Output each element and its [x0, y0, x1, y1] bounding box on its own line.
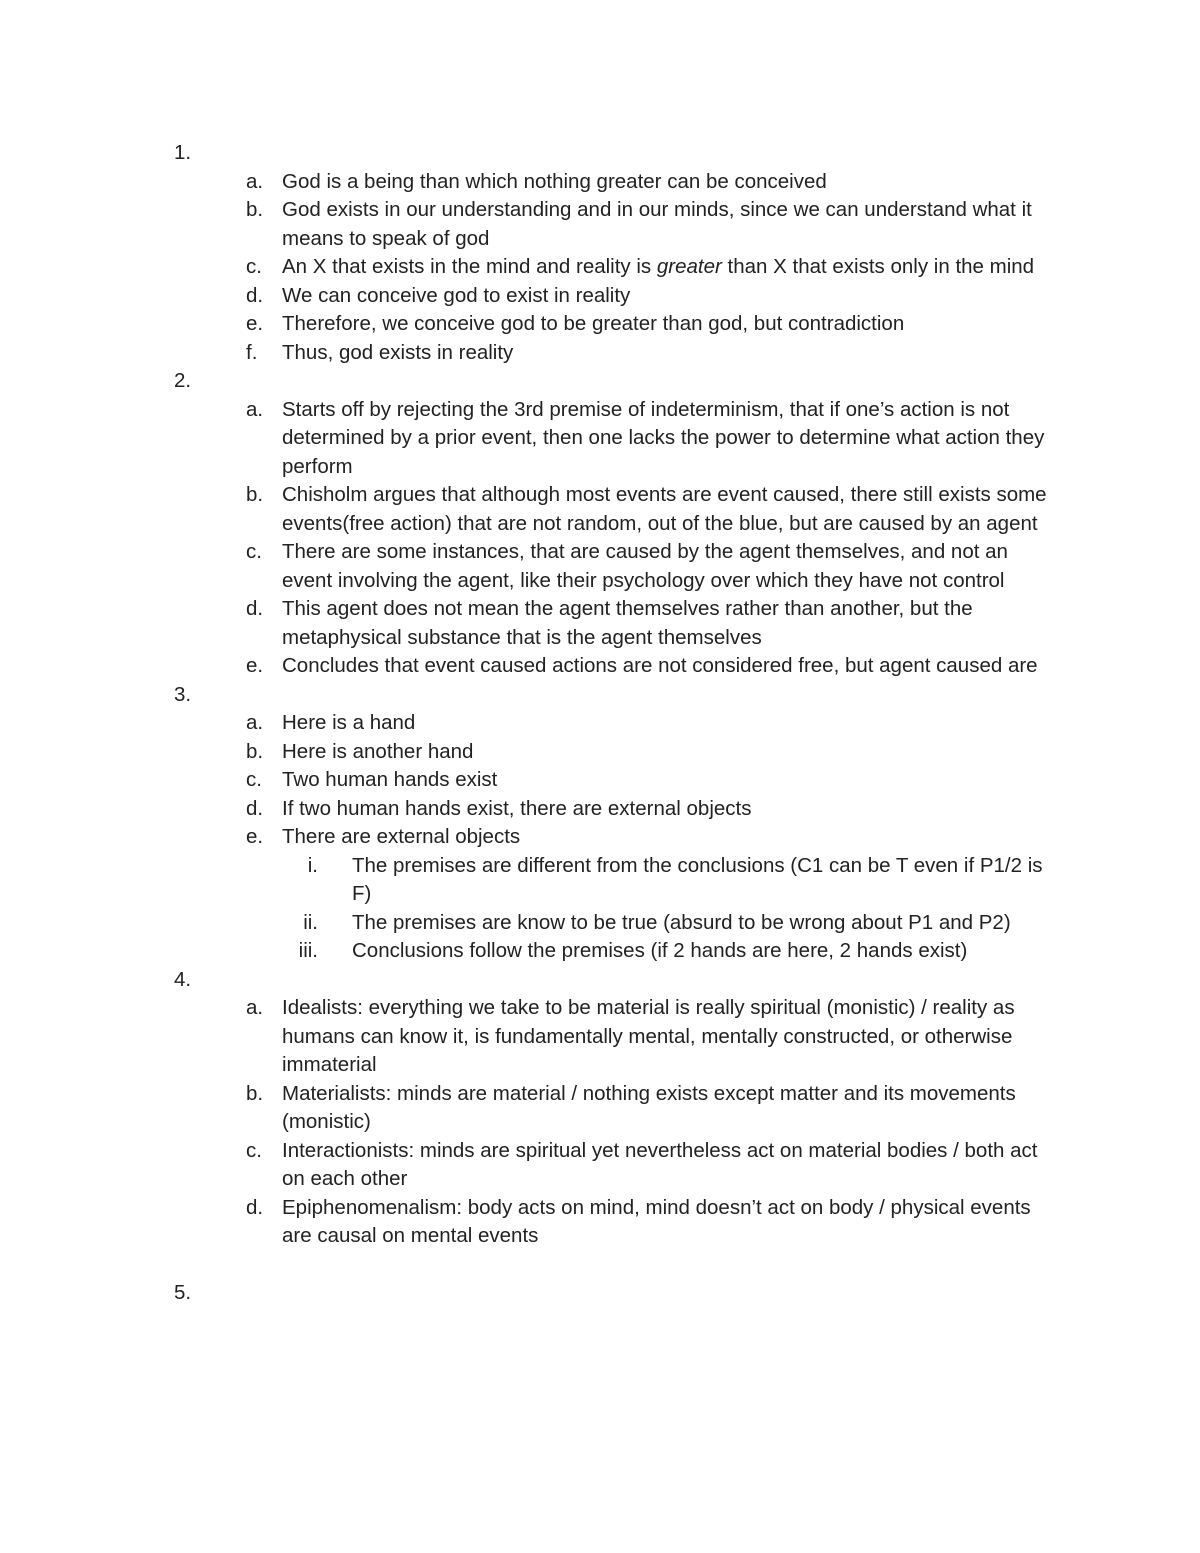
list-item: [0, 253, 1062, 282]
item-marker: b.: [246, 1081, 264, 1105]
list-item: [0, 1080, 1062, 1137]
subitem-text: The premises are different from the conclusions (C1 can be T even if P1/2 is F): [352, 853, 1043, 905]
item-marker: b.: [246, 483, 264, 506]
item-marker: c.: [246, 540, 262, 563]
subitem-marker: i.: [307, 853, 318, 877]
list-item: [0, 795, 1062, 824]
item-marker: c.: [246, 1138, 262, 1162]
section-number: 5.: [174, 1281, 192, 1304]
list-item: [0, 766, 1062, 795]
item-text: Interactionists: minds are spiritual yet nevertheless act on material bodies / both act on each other: [282, 1138, 1038, 1190]
list-item: [0, 1194, 1062, 1251]
item-marker: a.: [246, 996, 264, 1019]
item-marker: d.: [246, 283, 264, 307]
item-marker: d.: [246, 597, 264, 620]
section-number: 4.: [174, 967, 192, 991]
sub-list-item: [0, 852, 1064, 909]
item-text: We can conceive god to exist in reality: [282, 283, 631, 307]
item-marker: a.: [246, 397, 264, 421]
list-item: [0, 339, 1062, 368]
list-item: [0, 196, 1062, 253]
numbered-outline: [0, 139, 1200, 1308]
item-marker: e.: [246, 312, 264, 335]
item-text: God is a being than which nothing greater can be conceived: [282, 169, 827, 193]
list-item: [0, 1137, 1062, 1194]
item-marker: d.: [246, 796, 264, 820]
list-item: [0, 396, 1062, 482]
blank-line: [0, 1251, 1200, 1280]
subitem-marker: iii.: [298, 939, 318, 962]
list-item: [0, 652, 1062, 681]
item-text: There are some instances, that are caused by the agent themselves, and not an event involving the agent, like their psychology over which they have not control: [282, 540, 1008, 592]
list-item: [0, 481, 1062, 538]
item-marker: d.: [246, 1195, 264, 1219]
list-item: [0, 823, 1062, 852]
item-text: If two human hands exist, there are external objects: [282, 796, 752, 820]
item-marker: a.: [246, 711, 264, 734]
item-text: Materialists: minds are material / nothing exists except matter and its movements (monistic): [282, 1081, 1016, 1133]
item-marker: f.: [246, 340, 258, 364]
item-text: Here is another hand: [282, 739, 474, 763]
item-text: Concludes that event caused actions are not considered free, but agent caused are: [282, 654, 1038, 677]
item-text: Epiphenomenalism: body acts on mind, mind doesn’t act on body / physical events are causal on mental events: [282, 1195, 1031, 1247]
section-5: [0, 1279, 1200, 1308]
item-text: Starts off by rejecting the 3rd premise of indeterminism, that if one’s action is not determined by a prior event, then one lacks the power to determine what action they perform: [282, 397, 1045, 478]
item-text: Thus, god exists in reality: [282, 340, 514, 364]
item-marker: a.: [246, 169, 264, 193]
item-marker: e.: [246, 654, 264, 677]
item-text: Two human hands exist: [282, 768, 498, 791]
list-item: [0, 538, 1062, 595]
item-text: Here is a hand: [282, 711, 416, 734]
list-item: [0, 310, 1062, 339]
item-marker: b.: [246, 198, 264, 221]
list-item: [0, 168, 1062, 197]
item-text: This agent does not mean the agent themselves rather than another, but the metaphysical substance that is the agent themselves: [282, 597, 973, 649]
subitem-text: Conclusions follow the premises (if 2 hands are here, 2 hands exist): [352, 939, 968, 962]
item-text: Therefore, we conceive god to be greater than god, but contradiction: [282, 312, 905, 335]
item-text: God exists in our understanding and in our minds, since we can understand what it means to speak of god: [282, 198, 1032, 250]
item-text: Chisholm argues that although most events are event caused, there still exists some events(free action) that are not random, out of the blue, but are caused by an agent: [282, 483, 1047, 535]
section-4: [0, 966, 1200, 1251]
item-marker: e.: [246, 825, 264, 848]
section-number: 3.: [174, 682, 192, 706]
item-text-emphasis: greater: [656, 255, 722, 278]
item-text-before: An X that exists in the mind and reality is: [282, 255, 657, 278]
section-number: 2.: [174, 369, 192, 392]
sub-list-item: [0, 909, 1064, 938]
list-item: [0, 595, 1062, 652]
section-3: [0, 681, 1200, 966]
section-1: [0, 139, 1200, 367]
list-item: [0, 994, 1062, 1080]
list-item: [0, 282, 1062, 311]
section-2: [0, 367, 1200, 681]
item-text: Idealists: everything we take to be material is really spiritual (monistic) / reality as humans can know it, is fundamentally mental, mentally constructed, or otherwise immaterial: [282, 996, 1015, 1076]
list-item: [0, 738, 1062, 767]
sub-list-item: [0, 937, 1064, 966]
item-text: There are external objects: [282, 825, 521, 848]
subitem-marker: ii.: [303, 910, 318, 934]
subitem-text: The premises are know to be true (absurd to be wrong about P1 and P2): [352, 910, 1011, 934]
item-text-after: than X that exists only in the mind: [721, 255, 1035, 278]
item-marker: c.: [246, 768, 262, 791]
list-item: [0, 709, 1062, 738]
item-marker: b.: [246, 739, 264, 763]
section-number: 1.: [174, 141, 192, 164]
item-marker: c.: [246, 255, 262, 278]
